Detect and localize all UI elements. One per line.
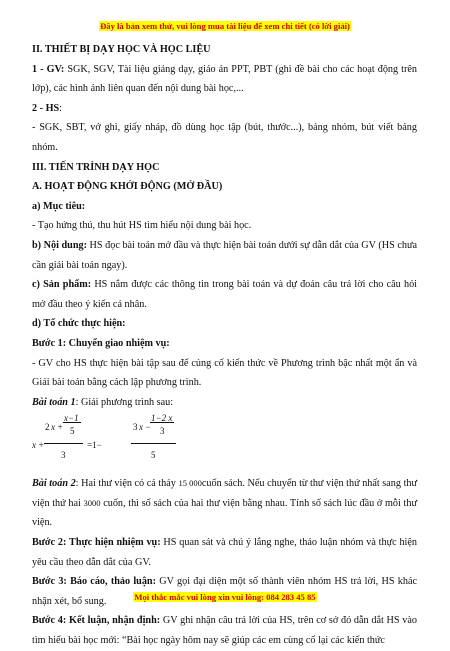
content-label: b) Nội dung: (32, 239, 87, 251)
organization-label: d) Tổ chức thực hiện: (32, 318, 126, 330)
eq-x: x (32, 440, 36, 451)
step2-paragraph (32, 533, 417, 572)
gv-materials-paragraph (32, 60, 417, 99)
contact-text: Mọi thắc mắc vui lòng xin vui lòng: 084 283 45 85 (134, 592, 316, 602)
subsection-heading-warmup: A. HOẠT ĐỘNG KHỞI ĐỘNG (MỞ ĐẦU) (32, 181, 223, 193)
eq-x-minus-1: x−1 (64, 413, 79, 424)
section-heading-equipment: II. THIẾT BỊ DẠY HỌC VÀ HỌC LIỆU (32, 44, 211, 55)
eq-two: 2 (45, 422, 50, 433)
eq-x-2: x (51, 422, 55, 433)
step1-text: - GV cho HS thực hiện bài tập sau để củng cố kiến thức về Phương trình bậc nhất một ẩn và Giải bài toán bằng cách lập phương trình. (32, 357, 417, 389)
step1-label: Bước 1: Chuyển giao nhiệm vụ: (32, 337, 170, 349)
eq-outer-frac-line-1 (44, 443, 83, 444)
hs-materials-text: - SGK, SBT, vở ghi, giấy nháp, đồ dùng học tập (bút, thước...), bảng nhóm, bút viết bảng nhóm. (32, 122, 417, 153)
step4-text: GV ghi nhận câu trả lời của HS, trên cơ sở đó dẫn dắt HS vào tìm hiểu bài học mới: “Bài học ngày hôm nay sẽ giúp các em cùng cố lại các kiến thức (32, 615, 417, 647)
eq-x-3: x (139, 422, 143, 433)
eq-three-a: 3 (61, 450, 66, 461)
eq-outer-frac-line-2 (131, 443, 176, 444)
content-paragraph (32, 236, 417, 275)
step4-paragraph (32, 611, 417, 650)
eq-five-a: 5 (70, 426, 75, 437)
gv-label: 1 - GV: (32, 63, 65, 75)
step3-text: GV gọi đại diện một số thành viên nhóm HS trả lời, HS khác nhận xét, bổ sung. (32, 576, 417, 607)
eq-equals-one-minus: =1− (87, 440, 102, 451)
section-heading-process: III. TIẾN TRÌNH DẠY HỌC (32, 161, 160, 173)
objective-label: a) Mục tiêu: (32, 200, 86, 212)
eq-plus-outer: + (38, 440, 45, 451)
problem2-text-1: : Hai thư viện có cả thảy (75, 478, 179, 490)
contact-banner (0, 591, 450, 603)
eq-one-minus-2x: 1−2 x (151, 413, 173, 424)
problem1-paragraph (32, 393, 417, 413)
document-body (32, 40, 417, 651)
problem2-label: Bài toán 2 (32, 478, 76, 490)
product-label: c) Sản phẩm: (32, 279, 92, 291)
problem1-label: Bài toán 1 (32, 396, 76, 408)
preview-notice-text: Đây là bản xem thử, vui lòng mua tài liệu để xem chi tiết (có lời giải) (100, 21, 350, 31)
objective-text: - Tạo hứng thú, thu hút HS tìm hiểu nội dung bài học. (32, 220, 252, 232)
problem2-total-books: 15 000 (178, 478, 202, 489)
gv-text: SGK, SGV, Tài liệu giảng dạy, giáo án PPT, PBT (ghi đề bài cho các hoạt động trên lớp), các hình ảnh liên quan đến nội dung bài học,... (32, 63, 417, 95)
eq-five-b: 5 (151, 450, 156, 461)
preview-notice-banner (0, 20, 450, 32)
step3-label: Bước 3: Báo cáo, thảo luận: (32, 576, 156, 588)
problem2-paragraph (32, 474, 417, 533)
problem2-text-3: cuốn, thì số sách của hai thư viện bằng nhau. Tính số sách lúc đầu ở mỗi thư viện. (32, 497, 417, 529)
hs-colon: : (59, 102, 63, 114)
problem2-text-2: cuốn sách. Nếu chuyển từ thư viện thứ nhất sang thư viện thứ hai (32, 478, 418, 509)
equation-block (32, 412, 417, 474)
hs-label: 2 - HS (32, 102, 60, 114)
step4-label: Bước 4: Kết luận, nhận định: (32, 615, 161, 627)
step2-text: HS quan sát và chú ý lắng nghe, thảo luận nhóm và thực hiện yêu cầu theo dẫn dắt của GV. (32, 537, 418, 568)
problem1-text: : Giải phương trình sau: (75, 396, 174, 408)
eq-three-x: 3 (133, 422, 138, 433)
eq-plus-inner: + (57, 422, 64, 433)
step2-label: Bước 2: Thực hiện nhiệm vụ: (32, 537, 161, 549)
problem2-transfer-books: 3000 (83, 497, 101, 508)
product-text: HS nắm được các thông tin trong bài toán và dự đoán câu trả lời cho câu hỏi mở đầu theo ý kiến cá nhân. (32, 279, 417, 310)
product-paragraph (32, 275, 417, 314)
hs-materials-heading (32, 99, 417, 119)
eq-minus-inner: − (145, 422, 152, 433)
content-text: HS đọc bài toán mở đầu và thực hiện bài toán dưới sự dẫn dắt của GV (HS chưa cần giải bài toán ngay). (32, 239, 418, 271)
eq-three-b: 3 (160, 426, 165, 437)
